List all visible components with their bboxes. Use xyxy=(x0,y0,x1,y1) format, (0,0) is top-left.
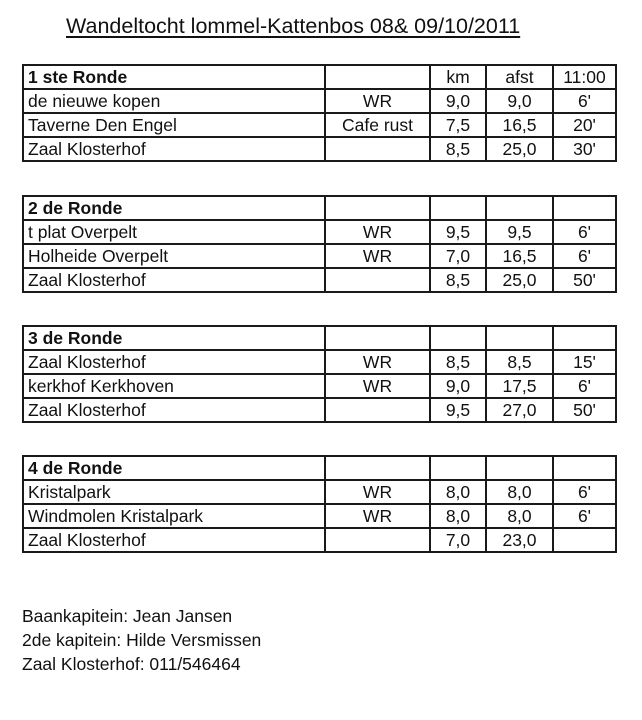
ronde-title: 1 ste Ronde xyxy=(23,65,325,89)
afst-cell: 25,0 xyxy=(486,137,553,161)
ronde-header-row xyxy=(23,196,616,220)
location-cell: Zaal Klosterhof xyxy=(23,268,325,292)
ronde-header-row xyxy=(23,326,616,350)
location-cell: Kristalpark xyxy=(23,480,325,504)
km-cell: 7,5 xyxy=(430,113,486,137)
km-cell: 9,0 xyxy=(430,89,486,113)
location-cell: Windmolen Kristalpark xyxy=(23,504,325,528)
time-cell: 6' xyxy=(553,504,616,528)
km-cell: 9,0 xyxy=(430,374,486,398)
note-cell: WR xyxy=(325,89,430,113)
table-row xyxy=(23,528,616,552)
km-cell: 8,5 xyxy=(430,350,486,374)
table-row xyxy=(23,89,616,113)
ronde-title: 4 de Ronde xyxy=(23,456,325,480)
afst-cell: 25,0 xyxy=(486,268,553,292)
note-cell: WR xyxy=(325,350,430,374)
location-cell: t plat Overpelt xyxy=(23,220,325,244)
ronde-header-row xyxy=(23,456,616,480)
location-cell: de nieuwe kopen xyxy=(23,89,325,113)
location-cell: kerkhof Kerkhoven xyxy=(23,374,325,398)
table-row xyxy=(23,398,616,422)
afst-cell: 8,0 xyxy=(486,504,553,528)
time-cell: 15' xyxy=(553,350,616,374)
time-cell: 6' xyxy=(553,89,616,113)
table-row xyxy=(23,350,616,374)
phone-line: Zaal Klosterhof: 011/546464 xyxy=(22,654,241,674)
note-cell: WR xyxy=(325,504,430,528)
time-cell: 30' xyxy=(553,137,616,161)
km-cell: 7,0 xyxy=(430,528,486,552)
ronde-table-3 xyxy=(22,325,617,423)
afst-cell: 9,0 xyxy=(486,89,553,113)
header-km-cell xyxy=(430,326,486,350)
ronde-header-row xyxy=(23,65,616,89)
header-km-cell: km xyxy=(430,65,486,89)
km-cell: 8,0 xyxy=(430,480,486,504)
km-cell: 7,0 xyxy=(430,244,486,268)
header-km-cell xyxy=(430,456,486,480)
header-afst-cell xyxy=(486,196,553,220)
time-cell: 6' xyxy=(553,480,616,504)
ronde-table-1 xyxy=(22,64,617,162)
afst-cell: 27,0 xyxy=(486,398,553,422)
table-row xyxy=(23,374,616,398)
km-cell: 9,5 xyxy=(430,220,486,244)
header-note-cell xyxy=(325,326,430,350)
ronde-title: 2 de Ronde xyxy=(23,196,325,220)
km-cell: 8,5 xyxy=(430,137,486,161)
note-cell: WR xyxy=(325,374,430,398)
second-captain-line: 2de kapitein: Hilde Versmissen xyxy=(22,630,262,650)
ronde-table-4 xyxy=(22,455,617,553)
location-cell: Holheide Overpelt xyxy=(23,244,325,268)
location-cell: Zaal Klosterhof xyxy=(23,528,325,552)
afst-cell: 9,5 xyxy=(486,220,553,244)
note-cell xyxy=(325,137,430,161)
page-title: Wandeltocht lommel-Kattenbos 08& 09/10/2011 xyxy=(66,14,521,38)
time-cell: 20' xyxy=(553,113,616,137)
afst-cell: 8,5 xyxy=(486,350,553,374)
note-cell: WR xyxy=(325,220,430,244)
ronde-title: 3 de Ronde xyxy=(23,326,325,350)
note-cell: WR xyxy=(325,244,430,268)
km-cell: 8,5 xyxy=(430,268,486,292)
afst-cell: 16,5 xyxy=(486,244,553,268)
table-row xyxy=(23,137,616,161)
time-cell xyxy=(553,528,616,552)
table-row xyxy=(23,244,616,268)
table-row xyxy=(23,268,616,292)
location-cell: Zaal Klosterhof xyxy=(23,398,325,422)
header-afst-cell xyxy=(486,456,553,480)
note-cell xyxy=(325,528,430,552)
table-row xyxy=(23,220,616,244)
location-cell: Zaal Klosterhof xyxy=(23,350,325,374)
location-cell: Zaal Klosterhof xyxy=(23,137,325,161)
table-row xyxy=(23,113,616,137)
header-note-cell xyxy=(325,456,430,480)
afst-cell: 23,0 xyxy=(486,528,553,552)
km-cell: 9,5 xyxy=(430,398,486,422)
km-cell: 8,0 xyxy=(430,504,486,528)
baankapitein-line: Baankapitein: Jean Jansen xyxy=(22,606,233,626)
time-cell: 6' xyxy=(553,220,616,244)
note-cell xyxy=(325,268,430,292)
header-time-cell xyxy=(553,326,616,350)
header-km-cell xyxy=(430,196,486,220)
header-time-cell xyxy=(553,196,616,220)
afst-cell: 17,5 xyxy=(486,374,553,398)
header-note-cell xyxy=(325,196,430,220)
time-cell: 50' xyxy=(553,268,616,292)
ronde-table-2 xyxy=(22,195,617,293)
note-cell: WR xyxy=(325,480,430,504)
location-cell: Taverne Den Engel xyxy=(23,113,325,137)
contact-info xyxy=(22,604,261,676)
header-afst-cell xyxy=(486,326,553,350)
time-cell: 6' xyxy=(553,244,616,268)
note-cell xyxy=(325,398,430,422)
header-afst-cell: afst xyxy=(486,65,553,89)
table-row xyxy=(23,504,616,528)
table-row xyxy=(23,480,616,504)
afst-cell: 8,0 xyxy=(486,480,553,504)
afst-cell: 16,5 xyxy=(486,113,553,137)
header-time-cell xyxy=(553,456,616,480)
time-cell: 50' xyxy=(553,398,616,422)
note-cell: Cafe rust xyxy=(325,113,430,137)
header-note-cell xyxy=(325,65,430,89)
header-time-cell: 11:00 xyxy=(553,65,616,89)
time-cell: 6' xyxy=(553,374,616,398)
